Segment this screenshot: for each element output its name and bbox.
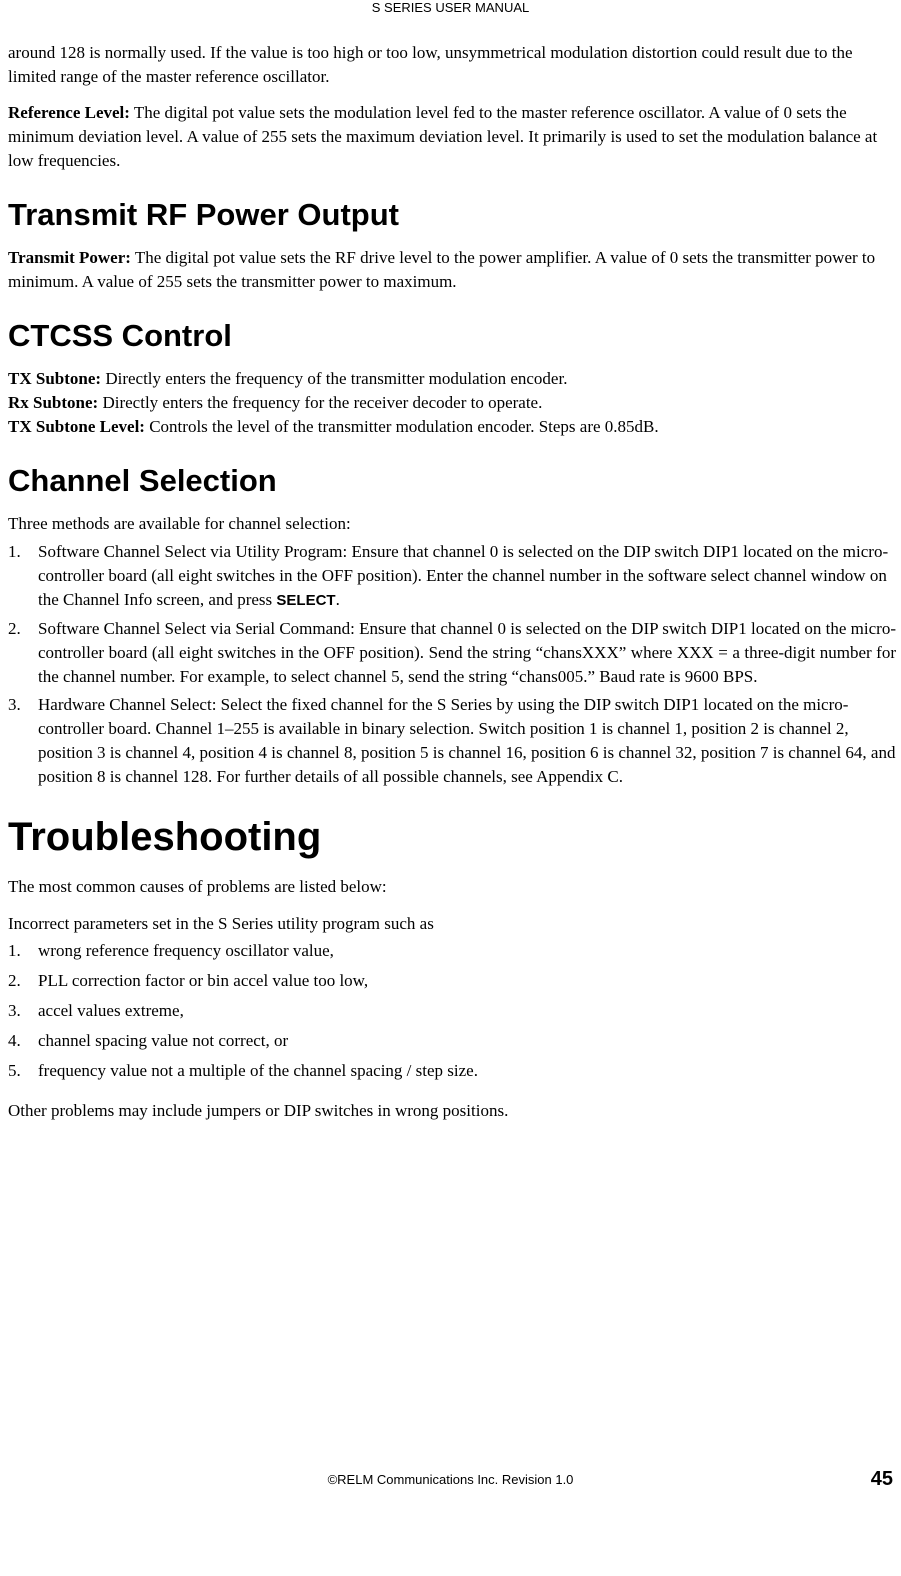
list-item xyxy=(8,1059,896,1083)
transmit-power-text: The digital pot value sets the RF drive level to the power amplifier. A value of 0 sets the transmitter power to minimum. A value of 255 sets the transmitter power to maximum. xyxy=(8,248,876,291)
list-number: 2. xyxy=(8,619,21,638)
troubleshooting-closing: Other problems may include jumpers or DIP switches in wrong positions. xyxy=(8,1101,509,1120)
ctcss-heading: CTCSS Control xyxy=(8,318,232,353)
cause-text: channel spacing value not correct, or xyxy=(38,1031,289,1050)
list-number: 2. xyxy=(8,971,21,990)
list-item xyxy=(8,939,896,963)
page-number: 45 xyxy=(870,1468,893,1490)
reference-level-paragraph xyxy=(8,101,896,173)
tx-subtone-text: Directly enters the frequency of the transmitter modulation encoder. xyxy=(105,369,568,388)
list-item xyxy=(8,1029,896,1053)
list-number: 3. xyxy=(8,695,21,714)
tx-subtone-term: TX Subtone: xyxy=(8,369,102,388)
list-item xyxy=(8,969,896,993)
cause-text: frequency value not a multiple of the channel spacing / step size. xyxy=(38,1061,478,1080)
list-number: 1. xyxy=(8,941,21,960)
ctcss-item xyxy=(8,415,896,439)
transmit-power-paragraph xyxy=(8,246,896,294)
transmit-power-term: Transmit Power: xyxy=(8,248,131,267)
channel-intro: Three methods are available for channel selection: xyxy=(8,514,351,533)
method-3-text: Hardware Channel Select: Select the fixed channel for the S Series by using the DIP switch DIP1 located on the micro-controller board. Channel 1–255 is available in binary selection. Switch position 1 is channel 1, position 2 is channel 2, position 3 is channel 4, position 4 is channel 8, position 5 is channel 16, position 6 is channel 32, position 7 is channel 64, and position 8 is channel 128. For further details of all possible channels, see Appendix C. xyxy=(38,695,896,786)
list-item xyxy=(8,999,896,1023)
list-number: 4. xyxy=(8,1031,21,1050)
troubleshooting-heading: Troubleshooting xyxy=(8,815,322,859)
list-number: 1. xyxy=(8,542,21,561)
channel-selection-heading: Channel Selection xyxy=(8,463,277,498)
page-body xyxy=(8,41,896,1123)
rf-power-heading: Transmit RF Power Output xyxy=(8,197,399,232)
rx-subtone-term: Rx Subtone: xyxy=(8,393,99,412)
tx-subtone-level-term: TX Subtone Level: xyxy=(8,417,145,436)
tx-subtone-level-text: Controls the level of the transmitter modulation encoder. Steps are 0.85dB. xyxy=(149,417,659,436)
continuation-paragraph: around 128 is normally used. If the value is too high or too low, unsymmetrical modulation distortion could result due to the limited range of the master reference oscillator. xyxy=(8,43,853,86)
copyright-notice: ©RELM Communications Inc. Revision 1.0 xyxy=(327,1472,574,1487)
cause-text: wrong reference frequency oscillator value, xyxy=(38,941,334,960)
cause-text: PLL correction factor or bin accel value too low, xyxy=(38,971,369,990)
troubleshooting-intro: The most common causes of problems are listed below: xyxy=(8,877,387,896)
list-number: 3. xyxy=(8,1001,21,1020)
list-item xyxy=(8,617,896,689)
ctcss-item xyxy=(8,391,896,415)
method-1-text: Software Channel Select via Utility Program: Ensure that channel 0 is selected on the DIP switch DIP1 located on the micro-controller board (all eight switches in the OFF position). Enter the channel number in the software select channel window on the Channel Info screen, and press xyxy=(38,542,889,609)
method-2-text: Software Channel Select via Serial Command: Ensure that channel 0 is selected on the DIP switch DIP1 located on the micro-controller board (all eight switches in the OFF position). Send the string “chansXXX” where XXX = a three-digit number for the channel number. For example, to select channel 5, send the string “chans005.” Baud rate is 9600 BPS. xyxy=(38,619,896,686)
list-item: 1. Software Channel Select via Utility Program: Ensure that channel 0 is selected on the DIP switch DIP1 located on the micro-controller board (all eight switches in the OFF position). Enter the channel number in the software select channel window on the Channel Info screen, and press SELECT. xyxy=(8,542,889,609)
select-keyword: SELECT xyxy=(276,592,336,609)
troubleshooting-list xyxy=(8,939,896,1083)
list-number: 5. xyxy=(8,1061,21,1080)
reference-level-term: Reference Level: xyxy=(8,103,130,122)
rx-subtone-text: Directly enters the frequency for the receiver decoder to operate. xyxy=(102,393,543,412)
ctcss-item xyxy=(8,367,896,391)
reference-level-text: The digital pot value sets the modulation level fed to the master reference oscillator. A value of 0 sets the minimum deviation level. A value of 255 sets the maximum deviation level. It primarily is used to set the modulation balance at low frequencies. xyxy=(8,103,878,170)
running-header: S SERIES USER MANUAL xyxy=(371,0,530,15)
cause-text: accel values extreme, xyxy=(38,1001,184,1020)
troubleshooting-lead: Incorrect parameters set in the S Series utility program such as xyxy=(8,914,434,933)
list-item xyxy=(8,693,896,789)
channel-methods-list xyxy=(8,540,896,789)
